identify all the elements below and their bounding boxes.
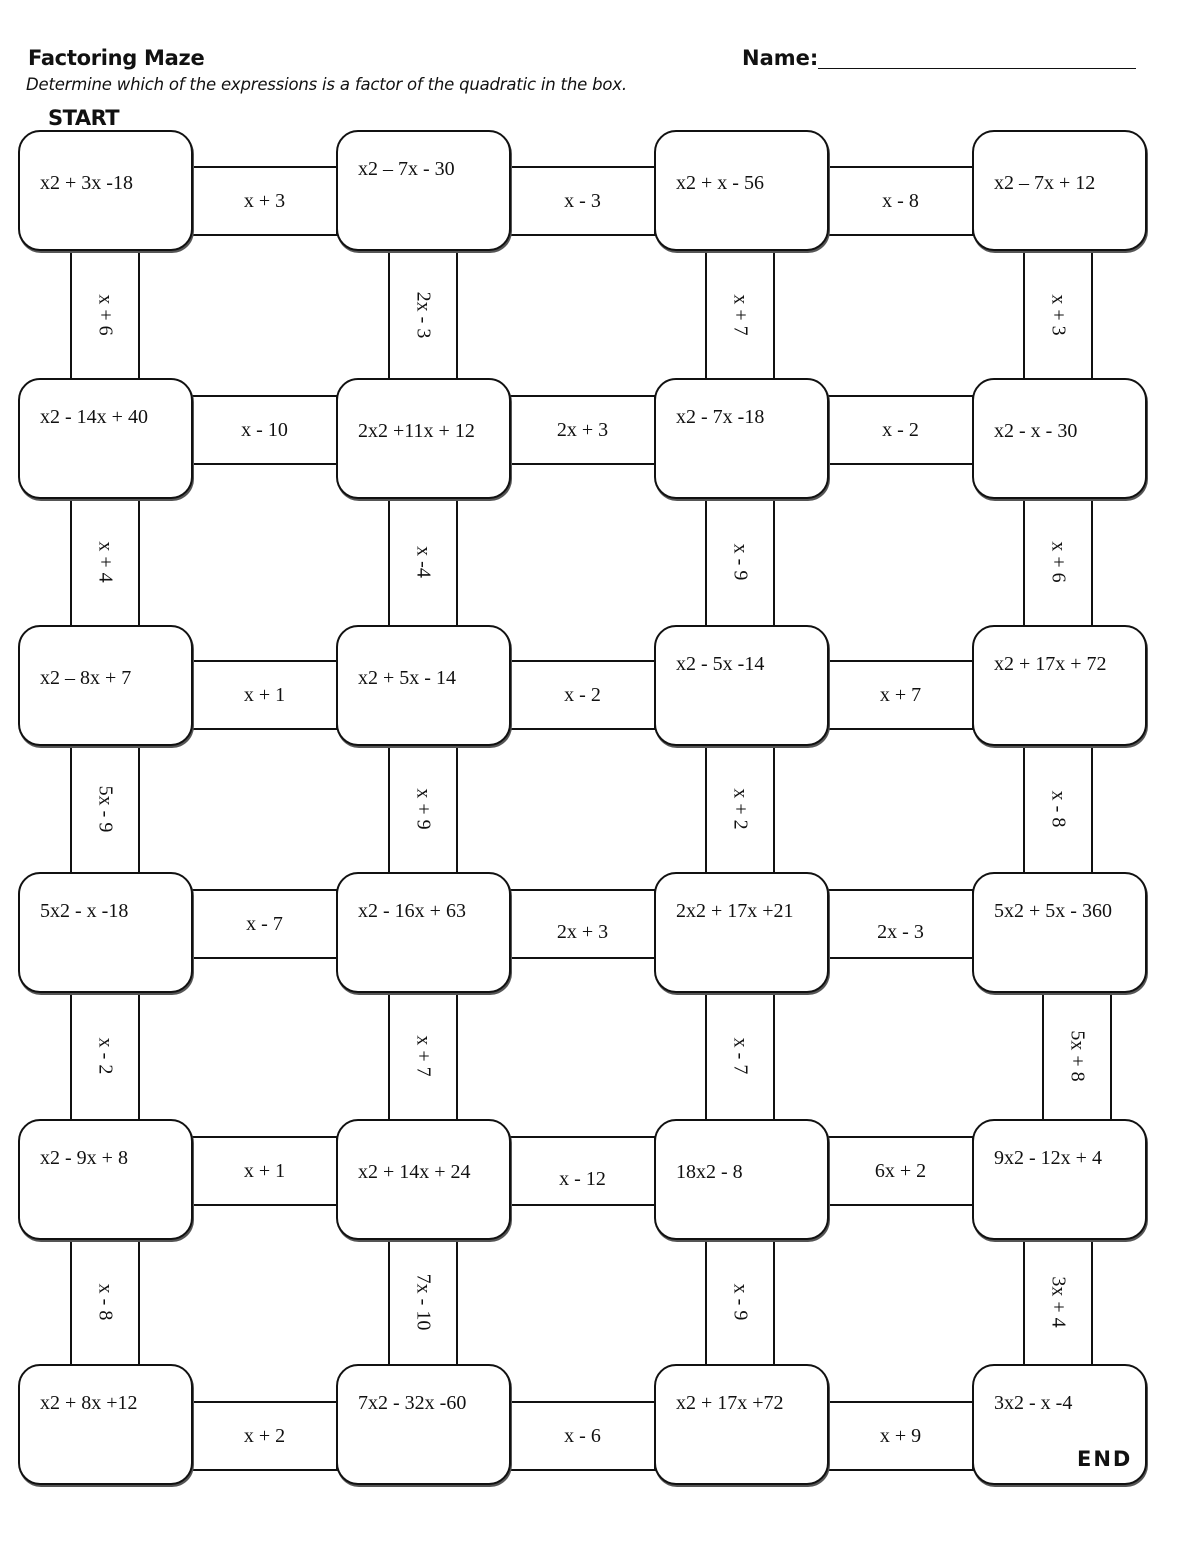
- maze-box[interactable]: [18, 872, 193, 993]
- factor-expression: x - 9: [729, 543, 752, 581]
- vertical-path[interactable]: [388, 1238, 458, 1366]
- factor-expression: x - 2: [94, 1037, 117, 1075]
- quadratic-expression: 18x2 - 8: [676, 1161, 743, 1183]
- maze-box[interactable]: [972, 872, 1147, 993]
- factor-expression: 7x - 10: [412, 1273, 435, 1331]
- maze-box[interactable]: [972, 130, 1147, 251]
- factor-expression: x + 2: [243, 1425, 286, 1447]
- factor-expression: x + 3: [1047, 293, 1070, 336]
- quadratic-expression: 5x2 - x -18: [40, 900, 129, 922]
- factor-expression: x + 3: [243, 190, 286, 212]
- quadratic-expression: x2 + 8x +12: [40, 1392, 138, 1414]
- factor-expression: x + 1: [243, 1160, 286, 1182]
- vertical-path[interactable]: [1023, 744, 1093, 874]
- quadratic-expression: x2 - x - 30: [994, 420, 1078, 442]
- maze-box[interactable]: [972, 378, 1147, 499]
- vertical-path[interactable]: [705, 1238, 775, 1366]
- quadratic-expression: x2 + x - 56: [676, 172, 764, 194]
- factor-expression: x - 6: [564, 1425, 601, 1447]
- horizontal-path[interactable]: [827, 889, 974, 959]
- worksheet-title: Factoring Maze: [28, 46, 205, 70]
- quadratic-expression: x2 - 16x + 63: [358, 900, 466, 922]
- maze-box[interactable]: [654, 378, 829, 499]
- quadratic-expression: x2 + 5x - 14: [358, 667, 456, 689]
- vertical-path[interactable]: [705, 249, 775, 380]
- vertical-path[interactable]: [70, 991, 140, 1121]
- factor-expression: 2x + 3: [556, 419, 609, 441]
- quadratic-expression: 5x2 + 5x - 360: [994, 900, 1112, 922]
- horizontal-path[interactable]: [509, 889, 656, 959]
- vertical-path[interactable]: [70, 497, 140, 627]
- maze-box[interactable]: [336, 872, 511, 993]
- vertical-path[interactable]: [388, 249, 458, 380]
- maze-box[interactable]: [654, 1119, 829, 1240]
- factor-expression: x + 1: [243, 684, 286, 706]
- maze-box[interactable]: [18, 1364, 193, 1485]
- factor-expression: x - 8: [882, 190, 919, 212]
- quadratic-expression: 2x2 + 17x +21: [676, 900, 794, 922]
- vertical-path[interactable]: [70, 1238, 140, 1366]
- factor-expression: x + 7: [729, 293, 752, 336]
- maze-box[interactable]: [336, 378, 511, 499]
- maze-box[interactable]: [18, 1119, 193, 1240]
- quadratic-expression: x2 – 7x + 12: [994, 172, 1096, 194]
- horizontal-path[interactable]: [191, 166, 338, 236]
- horizontal-path[interactable]: [509, 1136, 656, 1206]
- horizontal-path[interactable]: [827, 660, 974, 730]
- maze-box[interactable]: [336, 625, 511, 746]
- factor-expression: x - 7: [729, 1037, 752, 1075]
- horizontal-path[interactable]: [827, 166, 974, 236]
- vertical-path[interactable]: [1023, 249, 1093, 380]
- factor-expression: x - 7: [246, 913, 283, 935]
- maze-box[interactable]: [654, 872, 829, 993]
- factor-expression: x + 2: [729, 788, 752, 830]
- horizontal-path[interactable]: [827, 1401, 974, 1471]
- factor-expression: 3x + 4: [1047, 1276, 1070, 1328]
- horizontal-path[interactable]: [509, 395, 656, 465]
- factor-expression: x -4: [412, 546, 435, 578]
- quadratic-expression: x2 + 14x + 24: [358, 1161, 471, 1183]
- vertical-path[interactable]: [1023, 497, 1093, 627]
- horizontal-path[interactable]: [827, 395, 974, 465]
- factor-expression: 5x + 8: [1066, 1030, 1089, 1082]
- quadratic-expression: x2 - 14x + 40: [40, 406, 148, 428]
- maze-box[interactable]: [654, 625, 829, 746]
- quadratic-expression: x2 – 7x - 30: [358, 158, 455, 180]
- factor-expression: x - 8: [1047, 790, 1070, 828]
- instructions: Determine which of the expressions is a factor of the quadratic in the box.: [26, 75, 627, 94]
- factor-expression: x + 9: [412, 788, 435, 830]
- horizontal-path[interactable]: [191, 1136, 338, 1206]
- start-label: START: [48, 106, 120, 130]
- quadratic-expression: x2 - 7x -18: [676, 406, 765, 428]
- vertical-path[interactable]: [388, 744, 458, 874]
- maze-box[interactable]: [18, 625, 193, 746]
- factor-expression: x - 10: [241, 419, 288, 441]
- factor-expression: x + 7: [412, 1035, 435, 1077]
- factor-expression: x - 8: [94, 1283, 117, 1321]
- quadratic-expression: 9x2 - 12x + 4: [994, 1147, 1102, 1169]
- quadratic-expression: x2 - 9x + 8: [40, 1147, 128, 1169]
- factor-expression: 6x + 2: [874, 1160, 927, 1182]
- maze-box[interactable]: [336, 1119, 511, 1240]
- factor-expression: 5x - 9: [94, 785, 117, 833]
- horizontal-path[interactable]: [827, 1136, 974, 1206]
- horizontal-path[interactable]: [509, 1401, 656, 1471]
- quadratic-expression: x2 - 5x -14: [676, 653, 765, 675]
- horizontal-path[interactable]: [509, 660, 656, 730]
- quadratic-expression: x2 + 3x -18: [40, 172, 133, 194]
- name-blank-line[interactable]: [818, 68, 1136, 69]
- vertical-path[interactable]: [388, 497, 458, 627]
- end-label: END: [1077, 1447, 1133, 1471]
- quadratic-expression: x2 – 8x + 7: [40, 667, 132, 689]
- maze-box[interactable]: [654, 1364, 829, 1485]
- horizontal-path[interactable]: [191, 395, 338, 465]
- vertical-path[interactable]: [70, 249, 140, 380]
- factor-expression: x - 2: [564, 684, 601, 706]
- factor-expression: x + 7: [879, 684, 922, 706]
- maze-box[interactable]: [18, 130, 193, 251]
- horizontal-path[interactable]: [191, 889, 338, 959]
- factor-expression: x + 4: [94, 541, 117, 583]
- factor-expression: x - 3: [564, 190, 601, 212]
- quadratic-expression: 3x2 - x -4: [994, 1392, 1073, 1414]
- quadratic-expression: 7x2 - 32x -60: [358, 1392, 467, 1414]
- factor-expression: x - 9: [729, 1283, 752, 1321]
- vertical-path[interactable]: [705, 744, 775, 874]
- factor-expression: x - 2: [882, 419, 919, 441]
- vertical-path[interactable]: [705, 991, 775, 1121]
- horizontal-path[interactable]: [191, 660, 338, 730]
- vertical-path[interactable]: [1042, 991, 1112, 1121]
- vertical-path[interactable]: [705, 497, 775, 627]
- maze-box[interactable]: [336, 130, 511, 251]
- maze-box[interactable]: [336, 1364, 511, 1485]
- quadratic-expression: x2 + 17x +72: [676, 1392, 784, 1414]
- factor-expression: x + 9: [879, 1425, 922, 1447]
- name-label: Name:: [742, 46, 819, 70]
- quadratic-expression: x2 + 17x + 72: [994, 653, 1107, 675]
- factor-expression: x - 12: [559, 1168, 606, 1190]
- maze-box[interactable]: [654, 130, 829, 251]
- factor-expression: x + 6: [1047, 541, 1070, 583]
- factor-expression: x + 6: [94, 293, 117, 336]
- factor-expression: 2x - 3: [877, 921, 924, 943]
- maze-box[interactable]: [972, 625, 1147, 746]
- vertical-path[interactable]: [1023, 1238, 1093, 1366]
- vertical-path[interactable]: [70, 744, 140, 874]
- quadratic-expression: 2x2 +11x + 12: [358, 420, 475, 442]
- factor-expression: 2x - 3: [412, 291, 435, 338]
- maze-box[interactable]: [18, 378, 193, 499]
- maze-box[interactable]: [972, 1119, 1147, 1240]
- factor-expression: 2x + 3: [556, 921, 609, 943]
- horizontal-path[interactable]: [191, 1401, 338, 1471]
- vertical-path[interactable]: [388, 991, 458, 1121]
- horizontal-path[interactable]: [509, 166, 656, 236]
